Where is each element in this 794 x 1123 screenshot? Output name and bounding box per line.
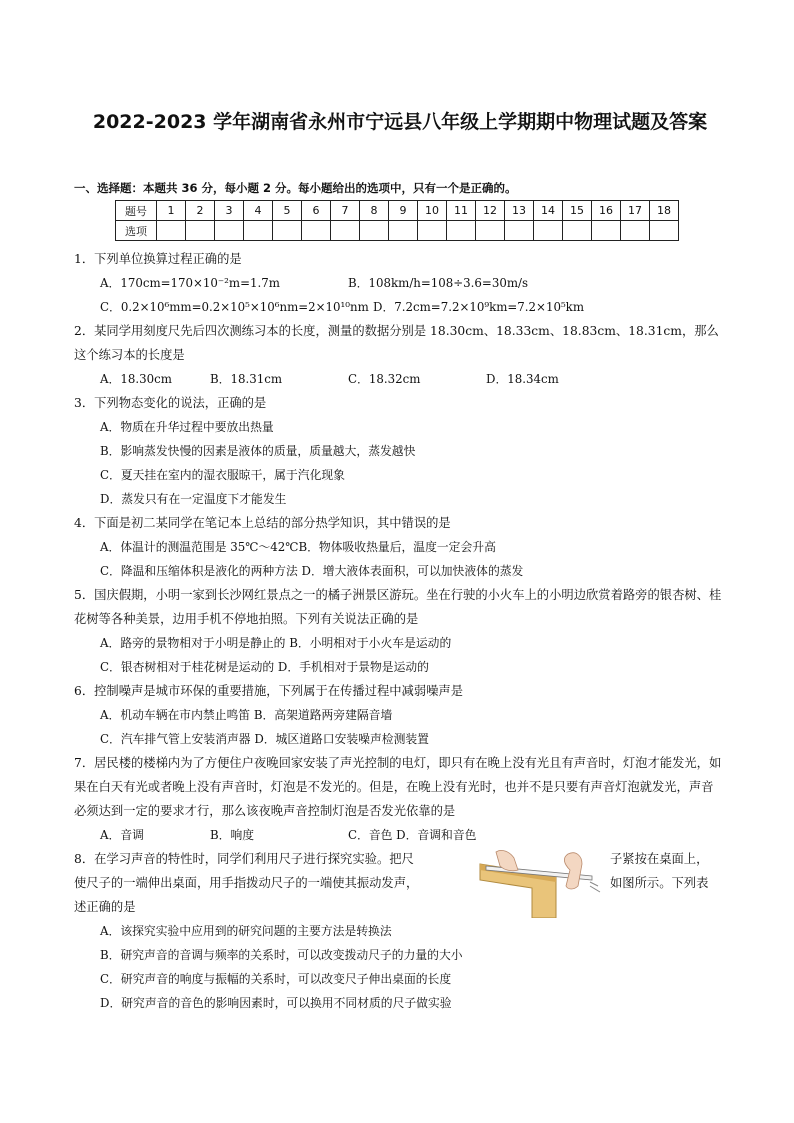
question-8-stem-line1b: 子紧按在桌面上， [610,852,709,866]
question-1-stem: 1．下列单位换算过程正确的是 [74,252,242,266]
answer-cell[interactable] [157,221,186,241]
question-number: 9 [389,201,418,221]
question-5-options-ab: A．路旁的景物相对于小明是静止的 B．小明相对于小火车是运动的 [100,636,452,650]
question-2-option-c: C．18.32cm [348,372,421,386]
answer-cell[interactable] [331,221,360,241]
question-1-option-a: A．170cm=170×10⁻²m=1.7m [100,276,280,290]
answer-cell[interactable] [273,221,302,241]
question-4-options-cd: C．降温和压缩体积是液化的两种方法 D．增大液体表面积，可以加快液体的蒸发 [100,564,524,578]
question-6-stem: 6．控制噪声是城市环保的重要措施，下列属于在传播过程中减弱噪声是 [74,684,464,698]
vibration-marks [590,882,600,892]
question-number: 10 [418,201,447,221]
question-8-stem-line2a: 使尺子的一端伸出桌面，用手指拨动尺子的一端使其振动发声， [74,876,419,890]
answer-cell[interactable] [360,221,389,241]
question-2-stem: 2．某同学用刻度尺先后四次测练习本的长度，测量的数据分别是 18.30cm、18.33cm、18.83cm、18.31cm，那么这个练习本的长度是 [74,324,719,362]
question-number: 12 [476,201,505,221]
question-7-stem: 7．居民楼的楼梯内为了方便住户夜晚回家安装了声光控制的电灯，即只有在晚上没有光且有声音时，灯泡才能发光，如果在白天有光或者晚上没有声音时，灯泡是不发光的。但是，在晚上没有光时，也并不是只要有声音灯泡就发光，声音必须达到一定的要求才行，那么该夜晚声音控制灯泡是否发光依靠的是 [74,756,722,818]
question-number: 2 [186,201,215,221]
question-number: 3 [215,201,244,221]
answer-cell[interactable] [650,221,679,241]
answer-cell[interactable] [447,221,476,241]
question-number: 13 [505,201,534,221]
answer-cell[interactable] [563,221,592,241]
answer-cell[interactable] [186,221,215,241]
answer-cell[interactable] [215,221,244,241]
question-7-option-b: B．响度 [210,828,255,842]
question-8-stem-line1a: 8．在学习声音的特性时，同学们利用尺子进行探究实验。把尺 [74,852,414,866]
question-3-option-a: A．物质在升华过程中要放出热量 [100,420,274,434]
question-4-options-ab: A．体温计的测温范围是 35℃～42℃B．物体吸收热量后，温度一定会升高 [100,540,496,554]
question-2-option-b: B．18.31cm [210,372,283,386]
question-6-options-cd: C．汽车排气管上安装消声器 D．城区道路口安装噪声检测装置 [100,732,429,746]
question-number: 6 [302,201,331,221]
question-5-stem: 5．国庆假期，小明一家到长沙网红景点之一的橘子洲景区游玩。坐在行驶的小火车上的小明边欣赏着路旁的银杏树、桂花树等各种美景，边用手机不停地拍照。下列有关说法正确的是 [74,588,722,626]
question-3-option-d: D．蒸发只有在一定温度下才能发生 [100,492,287,506]
question-number: 8 [360,201,389,221]
question-2-option-a: A．18.30cm [100,372,172,386]
question-number: 17 [621,201,650,221]
answer-cell[interactable] [244,221,273,241]
question-number: 4 [244,201,273,221]
question-8-stem-line3: 述正确的是 [74,900,136,914]
question-8-option-c: C．研究声音的响度与振幅的关系时，可以改变尺子伸出桌面的长度 [100,972,452,986]
question-number: 14 [534,201,563,221]
answer-grid [115,200,679,241]
right-hand-shape [564,853,582,889]
answer-cell[interactable] [534,221,563,241]
question-number: 1 [157,201,186,221]
question-8-option-b: B．研究声音的音调与频率的关系时，可以改变拨动尺子的力量的大小 [100,948,463,962]
question-1-option-b: B．108km/h=108÷3.6=30m/s [348,276,529,290]
row-label-choice: 选项 [116,221,157,241]
question-8-option-d: D．研究声音的音色的影响因素时，可以换用不同材质的尺子做实验 [100,996,452,1010]
question-2-option-d: D．18.34cm [486,372,559,386]
answer-cell[interactable] [505,221,534,241]
answer-cell[interactable] [418,221,447,241]
answer-grid-number-row [116,201,679,221]
question-7-options-cd: C．音色 D．音调和音色 [348,828,477,842]
question-8-stem-line2b: 如图所示。下列表 [610,876,709,890]
answer-cell[interactable] [592,221,621,241]
question-number: 11 [447,201,476,221]
section-heading: 一、选择题：本题共 36 分，每小题 2 分。每小题给出的选项中，只有一个是正确的。 [74,181,517,195]
answer-cell[interactable] [302,221,331,241]
question-8-option-a: A．该探究实验中应用到的研究问题的主要方法是转换法 [100,924,392,938]
question-3-option-b: B．影响蒸发快慢的因素是液体的质量，质量越大，蒸发越快 [100,444,416,458]
question-number: 15 [563,201,592,221]
question-5-options-cd: C．银杏树相对于桂花树是运动的 D．手机相对于景物是运动的 [100,660,429,674]
question-number: 18 [650,201,679,221]
question-number: 16 [592,201,621,221]
answer-cell[interactable] [621,221,650,241]
question-6-options-ab: A．机动车辆在市内禁止鸣笛 B．高架道路两旁建隔音墙 [100,708,393,722]
page-title: 2022-2023 学年湖南省永州市宁远县八年级上学期期中物理试题及答案 [92,111,708,133]
question-1-option-c: C．0.2×10⁶mm=0.2×10⁵×10⁶nm=2×10¹⁰nm [100,300,369,314]
question-number: 7 [331,201,360,221]
question-4-stem: 4．下面是初二某同学在笔记本上总结的部分热学知识，其中错误的是 [74,516,451,530]
ruler-experiment-figure [472,846,608,918]
answer-cell[interactable] [389,221,418,241]
question-1-option-d: D．7.2cm=7.2×10⁹km=7.2×10⁵km [373,300,585,314]
question-3-option-c: C．夏天挂在室内的湿衣服晾干，属于汽化现象 [100,468,345,482]
question-7-option-a: A．音调 [100,828,144,842]
answer-grid-choice-row [116,221,679,241]
answer-cell[interactable] [476,221,505,241]
row-label-number: 题号 [116,201,157,221]
question-number: 5 [273,201,302,221]
question-3-stem: 3．下列物态变化的说法，正确的是 [74,396,267,410]
